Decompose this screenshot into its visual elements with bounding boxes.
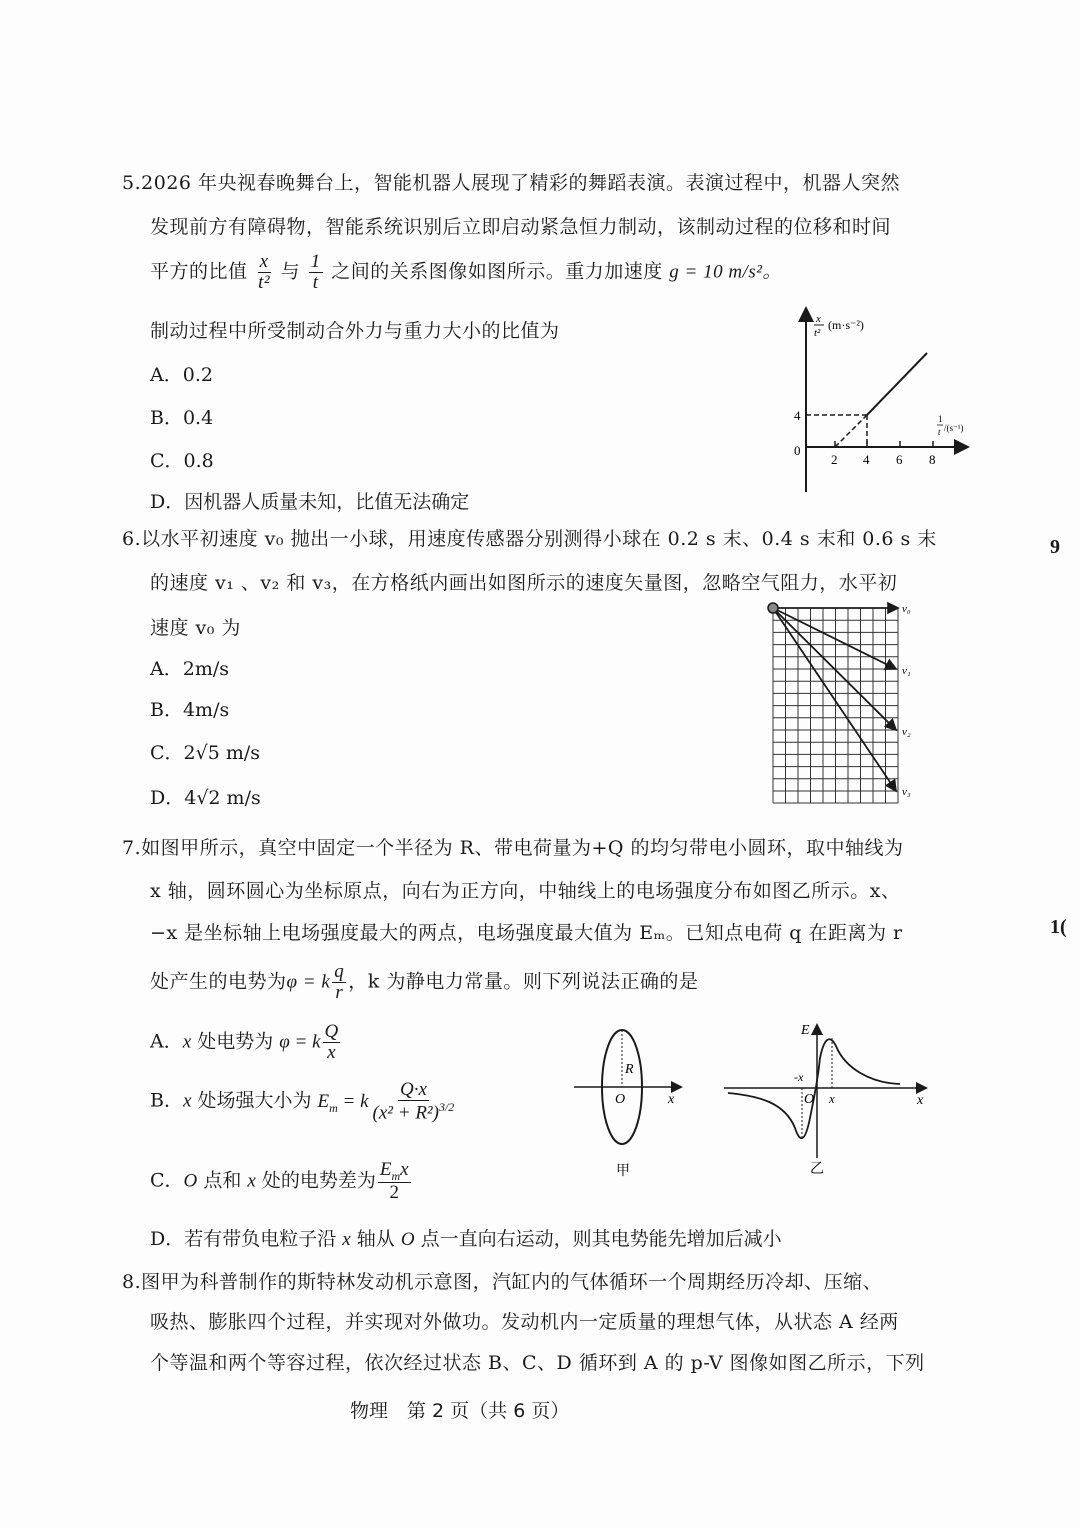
margin-question-number-10: 1( (1050, 916, 1067, 938)
q5-frac-x-t2: $\frac{x}{\text{t²}}$ (258, 251, 271, 293)
q5-graph (770, 300, 980, 500)
q6-line1: 6.以水平初速度 v₀ 抛出一小球，用速度传感器分别测得小球在 0.2 s 末、0.4 s 末和 0.6 s 末 (122, 528, 937, 550)
q7-line4: 处产生的电势为φ = k $\frac{q}{r}$ ，k 为静电力常量。则下列说法正确的是 (150, 961, 699, 1003)
svg-text:6: 6 (896, 452, 903, 467)
q5-line2: 发现前方有障碍物，智能系统识别后立即启动紧急恒力制动，该制动过程的位移和时间 (150, 216, 892, 238)
svg-text:x: x (816, 313, 821, 325)
q6-velocity-diagram (760, 598, 920, 808)
margin-question-number-9: 9 (1050, 536, 1060, 558)
q5-option-a[interactable]: A．0.2 (150, 364, 213, 386)
svg-text:t²: t² (814, 327, 821, 339)
svg-text:0: 0 (794, 443, 801, 458)
svg-text:v₀: v₀ (902, 603, 911, 615)
q6-option-b[interactable]: B．4m/s (150, 699, 230, 721)
q7-option-c[interactable]: C．O 点和 x 处的电势差为 $\frac{E_mx}{2}$ (150, 1159, 409, 1204)
svg-text:乙: 乙 (810, 1162, 824, 1177)
q5-frac-1-t: $\frac{1}{t}$ (310, 251, 321, 293)
svg-text:/(s⁻¹): /(s⁻¹) (944, 423, 964, 433)
svg-text:2: 2 (831, 452, 838, 467)
q6-number: 6. (122, 528, 142, 550)
q7-line3: −x 是坐标轴上电场强度最大的两点，电场强度最大值为 Eₘ。已知点电荷 q 在距离为 r (150, 922, 903, 944)
q7-figure-jia (570, 1025, 690, 1180)
svg-text:t: t (938, 427, 941, 437)
q8-number: 8. (122, 1271, 142, 1293)
svg-text:8: 8 (929, 452, 936, 467)
q5-option-b[interactable]: B．0.4 (150, 407, 214, 429)
q6-line3: 速度 v₀ 为 (150, 617, 241, 639)
svg-text:O: O (615, 1092, 626, 1107)
svg-text:4: 4 (863, 452, 870, 467)
q5-option-c[interactable]: C．0.8 (150, 450, 214, 472)
q7-line1: 7.如图甲所示，真空中固定一个半径为 R、带电荷量为+Q 的均匀带电小圆环，取中轴线为 (122, 837, 904, 859)
svg-text:x: x (917, 1093, 924, 1108)
svg-text:4: 4 (794, 408, 801, 423)
svg-text:(m·s⁻²): (m·s⁻²) (828, 318, 864, 332)
q8-line1: 8.图甲为科普制作的斯特林发动机示意图，汽缸内的气体循环一个周期经历冷却、压缩、 (122, 1271, 883, 1293)
q7-frac-q-r: $\frac{q}{r}$ (334, 961, 345, 1003)
q6-line2: 的速度 v₁ 、v₂ 和 v₃，在方格纸内画出如图所示的速度矢量图，忽略空气阻力，水平初 (150, 572, 898, 594)
q7-option-b[interactable]: B．x 处场强大小为 $E_m = k$ $\frac{Q\cdot x}{(x^2 + R^2)^{3/2}}$ (150, 1079, 455, 1124)
q5-line3: 平方的比值 $\frac{x}{\text{t²}}$ 与 $\frac{1}{t}$ 之间的关系图像如图所示。重力加速度 g = 10 m/s²。 (150, 251, 782, 293)
q7-option-a[interactable]: A．x 处电势为 φ = k $\frac{Q}{x}$ (150, 1021, 339, 1063)
q8-line3: 个等温和两个等容过程，依次经过状态 B、C、D 循环到 A 的 p-V 图像如图乙所示，下列 (150, 1352, 925, 1374)
svg-text:R: R (625, 1062, 634, 1077)
q7-number: 7. (122, 837, 142, 859)
v3-vector (773, 608, 896, 791)
q7-option-d[interactable]: D．若有带负电粒子沿 x 轴从 O 点一直向右运动，则其电势能先增加后减小 (150, 1228, 782, 1250)
q5-option-d[interactable]: D．因机器人质量未知，比值无法确定 (150, 491, 470, 513)
q5-line4: 制动过程中所受制动合外力与重力大小的比值为 (150, 320, 560, 342)
v1-vector (773, 608, 896, 669)
svg-text:v₃: v₃ (902, 786, 911, 798)
svg-text:v₂: v₂ (902, 726, 911, 738)
q7-line2: x 轴，圆环圆心为坐标原点，向右为正方向，中轴线上的电场强度分布如图乙所示。x、 (150, 880, 901, 902)
q5-number: 5. (122, 172, 142, 194)
q6-option-a[interactable]: A．2m/s (150, 658, 229, 680)
q6-option-d[interactable]: D．4√2 m/s (150, 787, 261, 809)
svg-text:O: O (804, 1092, 815, 1107)
ball (768, 603, 778, 613)
svg-text:-x: -x (794, 1070, 804, 1084)
svg-text:E: E (801, 1023, 810, 1038)
page-footer: 物理 第 2 页（共 6 页） (350, 1400, 570, 1422)
svg-text:x: x (668, 1092, 675, 1107)
q7-figure-yi (720, 1018, 935, 1178)
data-line (867, 353, 927, 415)
svg-text:x: x (829, 1091, 835, 1106)
svg-text:1: 1 (938, 414, 943, 424)
q8-line2: 吸热、膨胀四个过程，并实现对外做功。发动机内一定质量的理想气体，从状态 A 经两 (150, 1311, 899, 1333)
q6-option-c[interactable]: C．2√5 m/s (150, 742, 261, 764)
q5-line1: 5.2026 年央视春晚舞台上，智能机器人展现了精彩的舞蹈表演。表演过程中，机器人突然 (122, 172, 901, 194)
svg-text:甲: 甲 (616, 1164, 630, 1179)
svg-text:v₁: v₁ (902, 665, 911, 677)
